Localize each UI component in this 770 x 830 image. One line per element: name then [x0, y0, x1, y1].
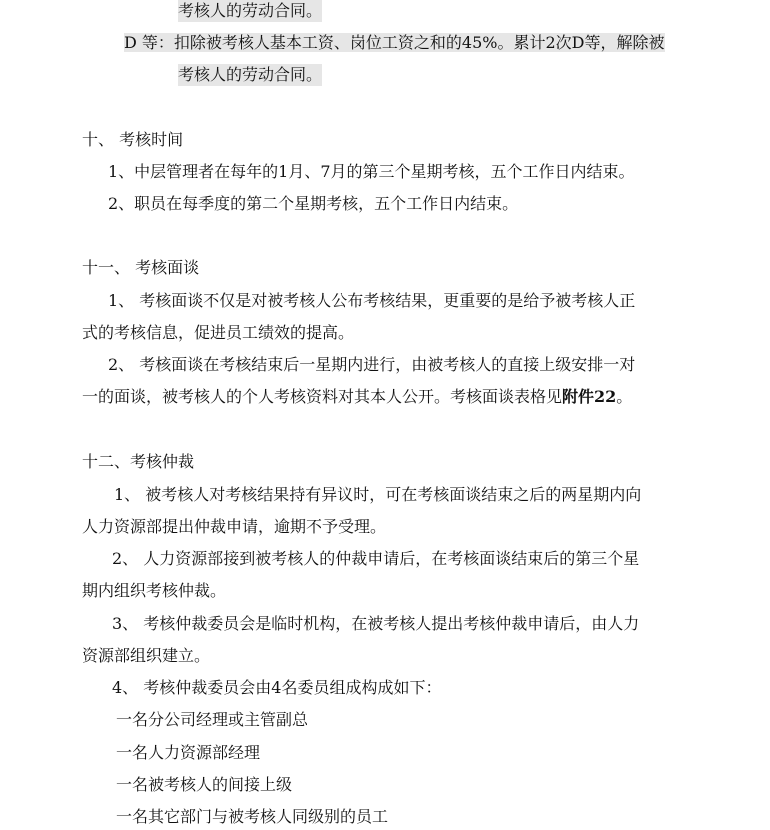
grade-c-tail: 考核人的劳动合同。	[178, 1, 323, 20]
section-11-item-2-text: 一的面谈，被考核人的个人考核资料对其本人公开。考核面谈表格见	[82, 387, 563, 406]
section-12-item-2-line-1: 2、 人力资源部接到被考核人的仲裁申请后，在考核面谈结束后的第三个星	[112, 549, 640, 568]
section-10-item-2: 2、职员在每季度的第二个星期考核，五个工作日内结束。	[108, 194, 519, 213]
section-10-item-1: 1、中层管理者在每年的1月、7月的第三个星期考核，五个工作日内结束。	[108, 162, 635, 181]
committee-member: 一名分公司经理或主管副总	[116, 710, 309, 729]
section-12-heading: 十二、考核仲裁	[82, 452, 195, 471]
section-11-item-1-line-2: 式的考核信息，促进员工绩效的提高。	[82, 323, 355, 342]
committee-member: 一名被考核人的间接上级	[116, 775, 293, 794]
section-11-item-1-line-1: 1、 考核面谈不仅是对被考核人公布考核结果，更重要的是给予被考核人正	[108, 291, 636, 310]
section-12-item-4: 4、 考核仲裁委员会由4名委员组成构成如下：	[112, 678, 442, 697]
section-11-item-2-line-1: 2、 考核面谈在考核结束后一星期内进行，由被考核人的直接上级安排一对	[108, 355, 636, 374]
section-12-item-3-line-2: 资源部组织建立。	[82, 646, 211, 665]
section-12-item-2-line-2: 期内组织考核仲裁。	[82, 581, 227, 600]
section-12-item-1-line-2: 人力资源部提出仲裁申请，逾期不予受理。	[82, 517, 387, 536]
appendix-reference: 附件22	[562, 387, 617, 406]
grade-d-text: 扣除被考核人基本工资、岗位工资之和的45%。累计2次D等，解除被	[173, 33, 665, 52]
section-11-item-2-line-2	[82, 386, 632, 408]
committee-member: 一名其它部门与被考核人同级别的员工	[116, 807, 389, 826]
grade-d-line	[124, 32, 665, 54]
grade-d-label: D 等：	[124, 33, 174, 52]
section-10-heading: 十、 考核时间	[82, 130, 184, 149]
grade-d-tail: 考核人的劳动合同。	[178, 65, 323, 84]
section-11-item-2-end: 。	[616, 387, 633, 406]
section-11-heading: 十一、 考核面谈	[82, 258, 200, 277]
committee-member: 一名人力资源部经理	[116, 743, 261, 762]
section-12-item-1-line-1: 1、 被考核人对考核结果持有异议时，可在考核面谈结束之后的两星期内向	[114, 485, 642, 504]
section-12-item-3-line-1: 3、 考核仲裁委员会是临时机构，在被考核人提出考核仲裁申请后，由人力	[112, 614, 640, 633]
